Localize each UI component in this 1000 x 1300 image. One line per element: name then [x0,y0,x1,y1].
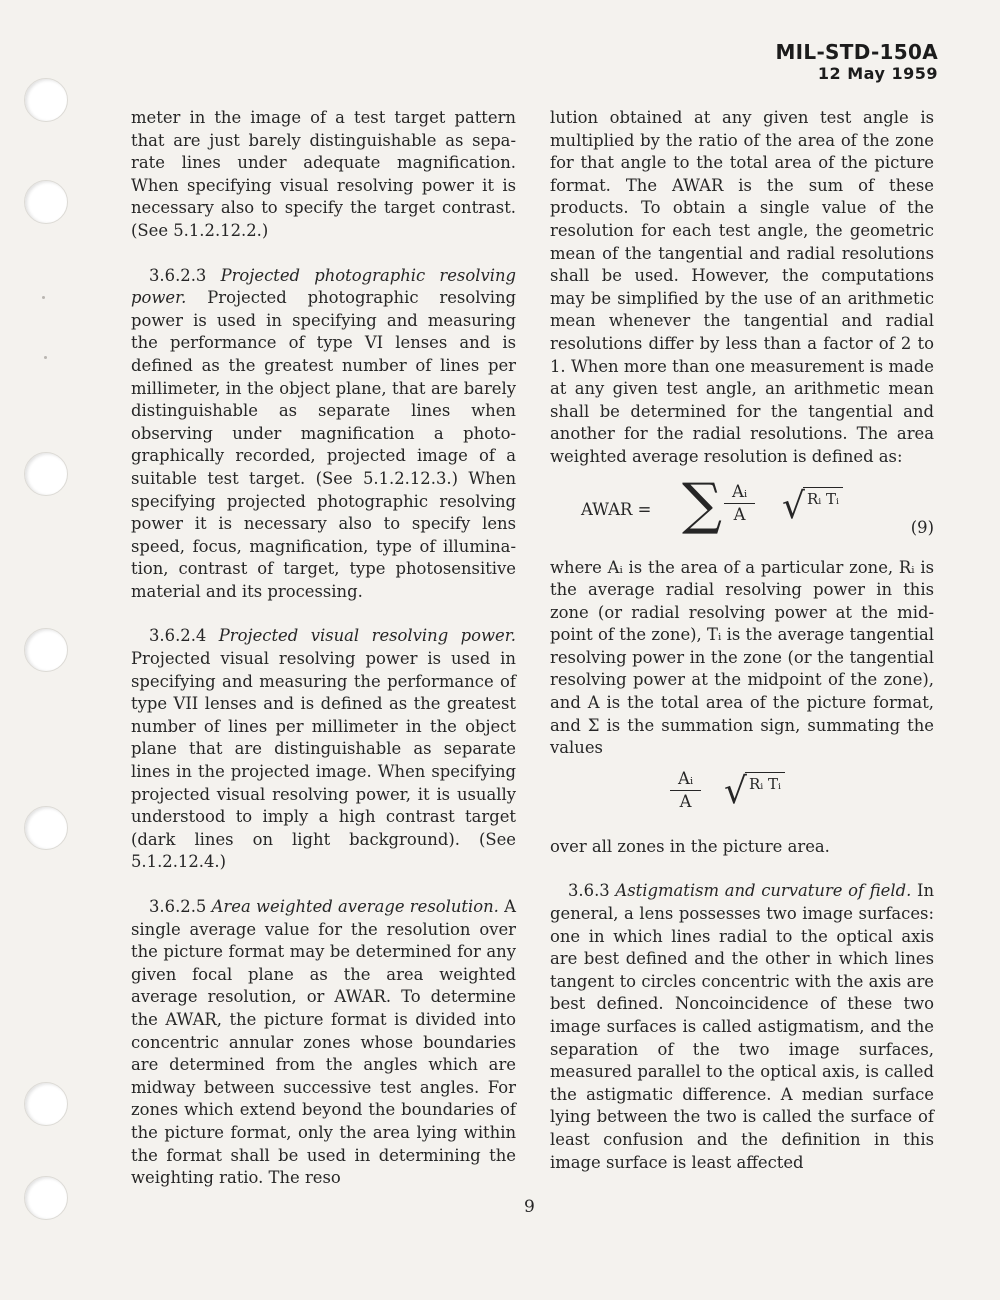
section-number: 3.6.2.3 [149,265,207,285]
paper-speck [44,356,47,359]
paragraph: where Aᵢ is the area of a particular zone, Rᵢ is the average radial resolving power in this zone (or radial resolving power at the midpoint of the zone), Tᵢ is the average tangential resolving power in the zone (or the tangential resolving power at the midpoint of the zone), and A is the total area of the picture format, and Σ is the summation sign, summating the values [550,557,934,758]
fraction-numerator: Aᵢ [678,768,694,788]
paragraph: lution obtained at any given test angle is multiplied by the ratio of the area of the zone for that angle to the total area of the picture format. The AWAR is the sum of these products. To obtain a single value of the resolution for each test angle, the geometric mean of the tangential and radial resolutions shall be used. However, the computations may be simplified by the use of an arithmetic mean whenever the tangential and radial resolutions differ by less than a factor of 2 to 1. When more than one measurement is made at any given test angle, an arithmetic mean shall be determined for the tangential and another for the radial resolutions. The area weighted average resolution is defined as: [550,108,934,466]
section-3-6-3 [550,880,934,1174]
summation-symbol: ∑ [682,471,722,537]
binder-hole [24,806,68,850]
section-number: 3.6.2.4 [149,626,207,646]
section-title: Projected visual resolving power. [218,626,516,646]
section-3-6-2-5 [131,896,516,1190]
square-root [782,487,843,527]
binder-hole [24,628,68,672]
section-body: In general, a lens possesses two image surfaces: one in which lines radial to the optical axis are best defined and the other in which lines tangent to circles concentric with the axis are best defined. Noncoincidence of these two image surfaces is called astigmatism, and the separation of the two image surfaces, measured parallel to the optical axis, is called the astigmatic difference. A median surface lying between the two is called the surface of least confusion and the definition in this image surface is least affected [550,881,935,1172]
area-fraction [670,768,701,814]
area-fraction [724,481,755,527]
section-body: A single average value for the resolution over the picture format may be determined for any given focal plane as the area weighted average resolution, or AWAR. To determine the AWAR, the picture format is divided into concentric annular zones whose boundaries are determined from the angles which are midway between successive test angles. For zones which extend beyond the boundaries of the picture format, only the area lying within the format shall be used in determining the weighting ratio. The reso [131,897,516,1188]
fraction-numerator: Aᵢ [732,481,748,501]
section-number: 3.6.2.5 [149,897,207,916]
equation-9 [550,471,934,551]
fraction-denominator: A [679,792,692,812]
section-3-6-2-3 [131,265,516,604]
binder-hole [24,180,68,224]
radicand: Rᵢ Tᵢ [745,772,785,796]
standard-id: MIL-STD-150A [775,40,938,64]
radical-sign: √ [782,485,805,527]
binder-hole [24,452,68,496]
section-title: Area weighted average resolution. [211,897,499,916]
section-title: Astigmatism and curvature of field. [615,881,912,901]
radical-sign: √ [724,770,747,812]
section-title: Projected photographic resolving power. [131,265,516,308]
section-body: Projected photographic resolving power is used in specifying and measuring the performance of type VI lenses and is defined as the greatest number of lines per millimeter, in the object plane, that are barely distinguishable as separate lines when observing under magnification a photographically recorded, projected image of a suitable test target. (See 5.1.2.12.3.) When specifying projected photographic resolving power it is necessary also to specify lens speed, focus, magnification, type of illumination, contrast of target, type photosensitive material and its processing. [131,288,516,601]
left-column [131,107,516,1190]
equation-number: (9) [910,517,934,537]
summation-terms [550,766,934,828]
section-number: 3.6.3 [568,881,610,901]
square-root [724,772,785,812]
document-header [775,40,938,84]
binder-hole [24,78,68,122]
paper-speck [42,296,45,299]
section-body: Projected visual resolving power is used in specifying and measuring the performance of type VII lenses and is defined as the greatest number of lines per millimeter in the object plane that are distinguishable as separate lines in the projected image. When specifying projected visual resolving power, it is usually understood to imply a high contrast target (dark lines on light background). (See 5.1.2.12.4.) [131,649,516,872]
radicand: Rᵢ Tᵢ [803,487,843,511]
page-number: 9 [524,1197,535,1217]
right-column [550,107,934,1174]
section-3-6-2-4 [131,625,516,874]
paragraph: over all zones in the picture area. [550,836,830,856]
fraction-denominator: A [733,505,746,525]
equation-lhs: AWAR = [581,499,652,519]
binder-hole [24,1082,68,1126]
document-date: 12 May 1959 [817,64,938,83]
paragraph: meter in the image of a test target pattern that are just barely distinguishable as separate lines under adequate magnification. When specifying visual resolving power it is necessary also to specify the target contrast. (See 5.1.2.12.2.) [131,108,516,240]
binder-hole [24,1176,68,1220]
